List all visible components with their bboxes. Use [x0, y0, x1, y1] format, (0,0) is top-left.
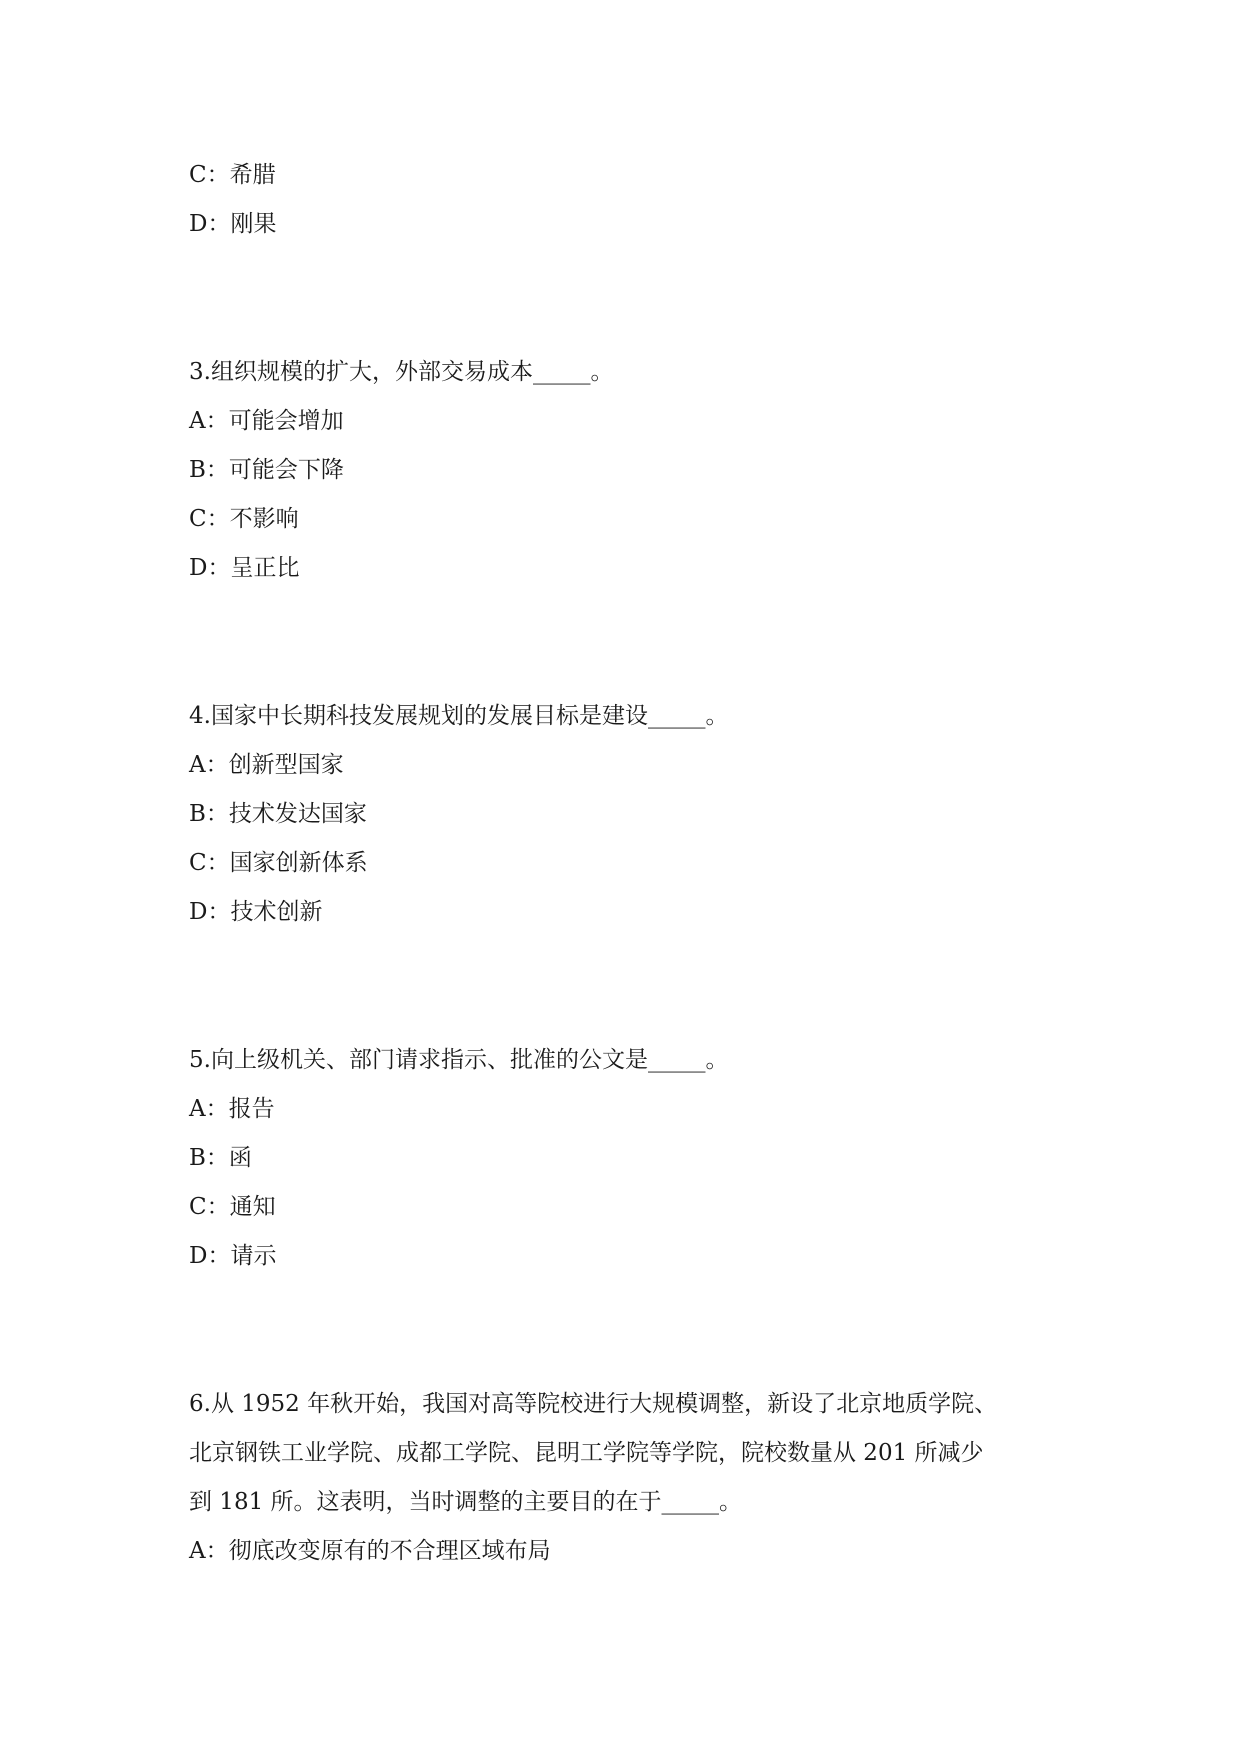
- q2-option-d: D：刚果: [189, 211, 277, 237]
- q5-option-b: B：函: [189, 1145, 252, 1171]
- q3-stem: 3.组织规模的扩大，外部交易成本_____。: [189, 359, 614, 385]
- q4-option-d: D：技术创新: [189, 899, 323, 925]
- q6-stem-line-3: 到 181 所。这表明，当时调整的主要目的在于_____。: [189, 1489, 743, 1515]
- q3-option-a: A：可能会增加: [189, 408, 344, 434]
- q5-stem: 5.向上级机关、部门请求指示、批准的公文是_____。: [189, 1047, 729, 1073]
- q4-stem: 4.国家中长期科技发展规划的发展目标是建设_____。: [189, 703, 729, 729]
- q4-option-a: A：创新型国家: [189, 752, 344, 778]
- q4-option-c: C：国家创新体系: [189, 850, 368, 876]
- q6-option-a: A：彻底改变原有的不合理区域布局: [189, 1538, 551, 1564]
- q6-stem-line-2: 北京钢铁工业学院、成都工学院、昆明工学院等学院，院校数量从 201 所减少: [189, 1440, 984, 1466]
- q6-stem-line-1: 6.从 1952 年秋开始，我国对高等院校进行大规模调整，新设了北京地质学院、: [189, 1391, 998, 1417]
- q5-option-d: D：请示: [189, 1243, 277, 1269]
- q5-option-c: C：通知: [189, 1194, 276, 1220]
- q3-option-d: D：呈正比: [189, 555, 300, 581]
- q2-option-c: C：希腊: [189, 162, 276, 188]
- q3-option-c: C：不影响: [189, 506, 299, 532]
- q3-option-b: B：可能会下降: [189, 457, 344, 483]
- q5-option-a: A：报告: [189, 1096, 275, 1122]
- q4-option-b: B：技术发达国家: [189, 801, 367, 827]
